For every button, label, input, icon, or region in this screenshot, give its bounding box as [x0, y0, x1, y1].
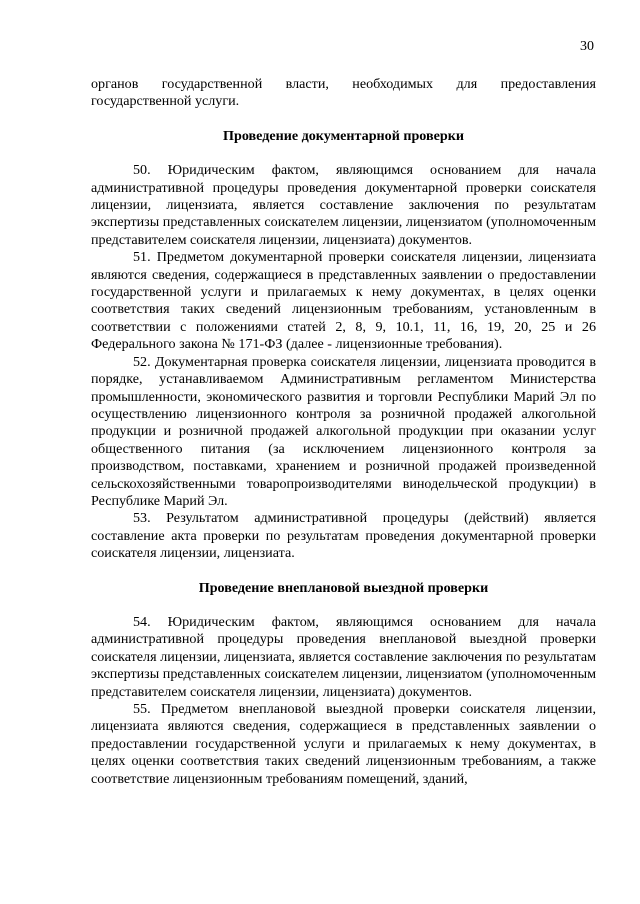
paragraph-50: 50. Юридическим фактом, являющимся основанием для начала административной процедуры проведения документарной проверки соискателя лицензии, лицензиата, является составление заключения по результатам экспертизы представленных соискателем лицензии, лицензиатом (уполномоченным представителем соискателя лицензии, лицензиата) документов. — [91, 162, 596, 248]
continuation-paragraph: органов государственной власти, необходимых для предоставления государственной услуги. — [91, 76, 596, 110]
paragraph-52: 52. Документарная проверка соискателя лицензии, лицензиата проводится в порядке, устанавливаемом Административным регламентом Министерства промышленности, экономического развития и торговли Республики Марий Эл по осуществлению лицензионного контроля за розничной продажей алкогольной продукции и розничной продажей алкогольной продукции при оказании услуг общественного питания (за исключением лицензионного контроля за производством, поставками, хранением и розничной продажей произведенной сельскохозяйственными товаропроизводителями винодельческой продукции) в Республике Марий Эл. — [91, 353, 596, 509]
section-heading-unscheduled-field-check: Проведение внеплановой выездной проверки — [198, 579, 489, 596]
paragraph-54: 54. Юридическим фактом, являющимся основанием для начала административной процедуры проведения внеплановой выездной проверки соискателя лицензии, лицензиата, является составление заключения по результатам экспертизы представленных соискателем лицензии, лицензиатом (уполномоченным представителем соискателя лицензии, лицензиата) документов. — [91, 613, 596, 700]
paragraph-53: 53. Результатом административной процедуры (действий) является составление акта проверки по результатам проведения документарной проверки соискателя лицензии, лицензиата. — [91, 510, 596, 562]
document-body — [91, 76, 596, 788]
paragraph-55: 55. Предметом внеплановой выездной проверки соискателя лицензии, лицензиата являются сведения, содержащиеся в представленных заявлении о предоставлении государственной услуги и прилагаемых к нему документах, в целях оценки соответствия таких сведений лицензионным требованиям, а также соответствие лицензионным требованиям помещений, зданий, — [91, 701, 596, 787]
section-heading-documentary-check: Проведение документарной проверки — [223, 127, 464, 144]
page-number: 30 — [580, 39, 594, 54]
paragraph-51: 51. Предметом документарной проверки соискателя лицензии, лицензиата являются сведения, содержащиеся в представленных заявлении о предоставлении государственной услуги и прилагаемых к нему документах, в целях оценки соответствия таких сведений лицензионным требованиям, установленным в соответствии с положениями статей 2, 8, 9, 10.1, 11, 16, 19, 20, 25 и 26 Федерального закона № 171-ФЗ (далее - лицензионные требования). — [91, 249, 596, 353]
